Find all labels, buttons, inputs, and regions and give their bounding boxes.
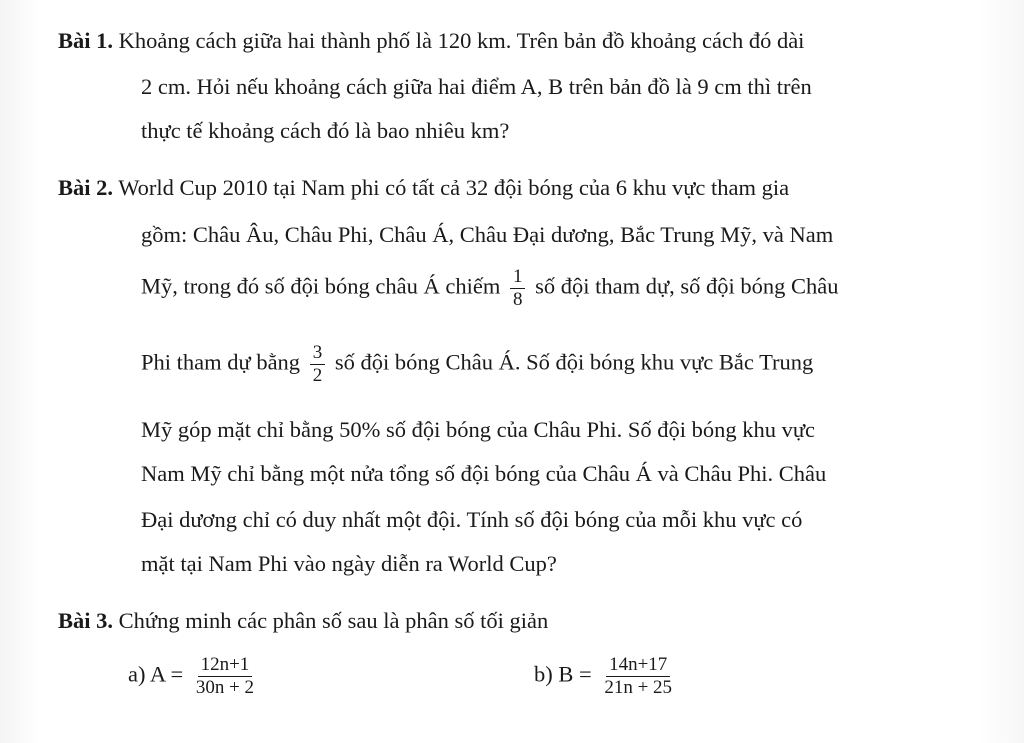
bai1-line1 [58, 28, 804, 54]
bai2-line5: Mỹ góp mặt chỉ bằng 50% số đội bóng của Châu Phi. Số đội bóng khu vực [141, 417, 816, 442]
bai2-line1 [58, 175, 789, 201]
fraction-a [193, 654, 257, 699]
fraction-numerator: 12n+1 [198, 654, 253, 677]
bai2-line6: Nam Mỹ chỉ bằng một nửa tổng số đội bóng của Châu Á và Châu Phi. Châu [141, 461, 827, 486]
bai2-line7: Đại dương chỉ có duy nhất một đội. Tính số đội bóng của mỗi khu vực có [141, 507, 803, 532]
bai1-label: Bài 1. [58, 28, 114, 53]
fraction-denominator: 8 [512, 288, 523, 310]
bai2-line3-pre: Mỹ, trong đó số đội bóng châu Á chiếm [141, 273, 501, 299]
fraction-denominator: 30n + 2 [195, 676, 255, 698]
bai1-text-line1: Khoảng cách giữa hai thành phố là 120 km. Trên bản đồ khoảng cách đó dài [118, 28, 805, 53]
bai3-line1 [58, 608, 548, 634]
bai2-line3-post: số đội tham dự, số đội bóng Châu [535, 273, 839, 299]
fraction-numerator: 1 [510, 266, 526, 289]
bai2-line4 [141, 342, 813, 387]
bai1-line3: thực tế khoảng cách đó là bao nhiêu km? [141, 118, 510, 143]
bai2-line4-post: số đội bóng Châu Á. Số đội bóng khu vực Bắc Trung [334, 349, 814, 375]
equation-b-label: b) B = [534, 661, 592, 687]
fraction-three-halves [310, 342, 326, 387]
equation-a-label: a) A = [128, 661, 184, 687]
bai2-line2: gồm: Châu Âu, Châu Phi, Châu Á, Châu Đại dương, Bắc Trung Mỹ, và Nam [141, 222, 834, 247]
fraction-numerator: 14n+17 [606, 654, 670, 677]
bai3-label: Bài 3. [58, 608, 114, 633]
bai3-text: Chứng minh các phân số sau là phân số tối giản [118, 608, 549, 633]
bai2-line3 [141, 266, 839, 311]
bai2-line4-pre: Phi tham dự bằng [141, 349, 301, 375]
fraction-denominator: 2 [312, 364, 323, 386]
bai2-line8: mặt tại Nam Phi vào ngày diễn ra World Cup? [141, 551, 557, 576]
bai2-text-line1: World Cup 2010 tại Nam phi có tất cả 32 đội bóng của 6 khu vực tham gia [118, 175, 790, 200]
bai2-label: Bài 2. [58, 175, 114, 200]
bai1-line2: 2 cm. Hỏi nếu khoảng cách giữa hai điểm A, B trên bản đồ là 9 cm thì trên [141, 74, 812, 99]
fraction-denominator: 21n + 25 [604, 676, 673, 698]
equation-b [534, 654, 679, 699]
fraction-b [601, 654, 675, 699]
fraction-numerator: 3 [310, 342, 326, 365]
equation-a [128, 654, 261, 699]
fraction-one-eighth [510, 266, 526, 311]
